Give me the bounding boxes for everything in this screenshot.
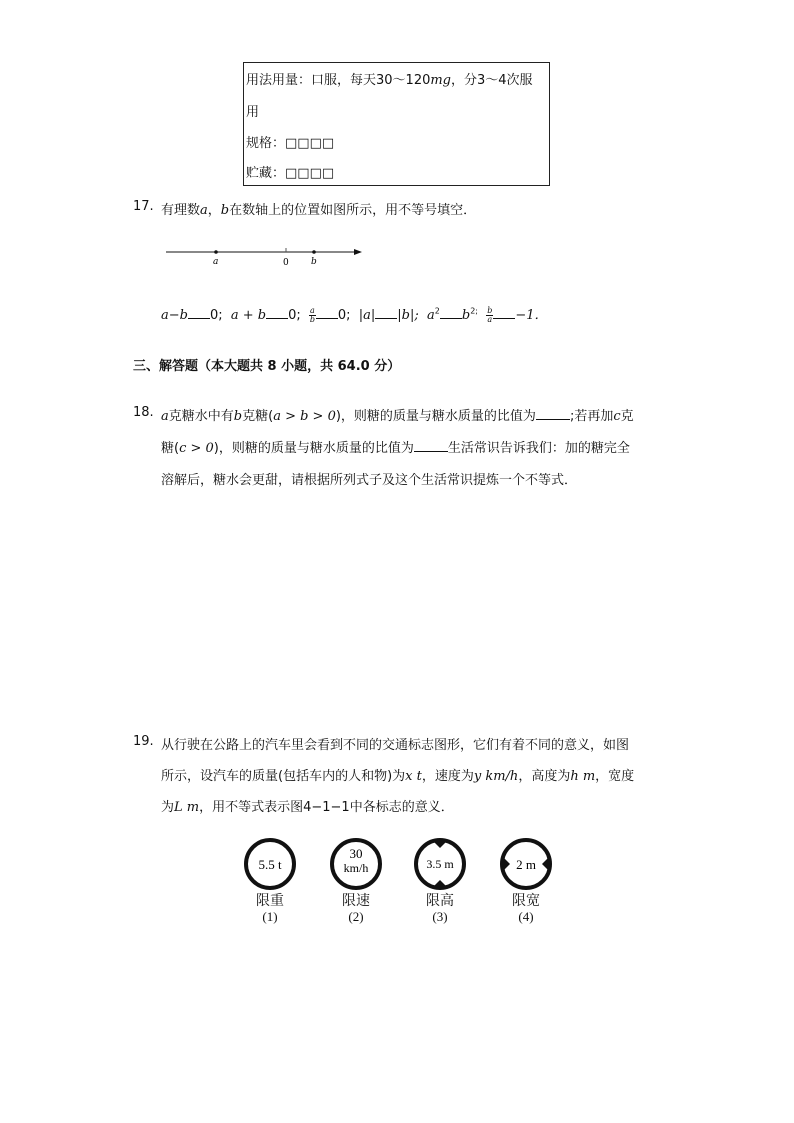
q18-cond-1: a > b > 0 xyxy=(273,409,336,424)
dosage-tail: ，分3～4次服 xyxy=(451,73,533,88)
q17-number: 17. xyxy=(133,199,154,214)
point-a xyxy=(214,250,218,254)
q18-text-2d: 生活常识告诉我们：加的糖完全 xyxy=(447,441,630,456)
expr-a-plus-b: a + b xyxy=(230,308,267,323)
sign-3-label: 限高 xyxy=(426,894,454,909)
sign-1-label: 限重 xyxy=(256,894,284,909)
frac-a-over-b xyxy=(309,307,316,324)
q19-var-l: L m xyxy=(174,800,200,815)
q18-text-2a: 糖( xyxy=(161,441,180,456)
box-line-dosage xyxy=(246,69,533,88)
expr-abs-b: |b|; xyxy=(397,308,419,323)
q19-line-2 xyxy=(161,765,634,784)
expr-b-sq-exp: 2; xyxy=(470,306,478,316)
q18-text-f: )，则糖的质量与糖水质量的比值为 xyxy=(335,409,536,424)
blank-1[interactable] xyxy=(188,306,210,319)
blank-4[interactable] xyxy=(375,306,397,319)
expr-1-end: 0; xyxy=(209,308,223,323)
sign-2-label: 限速 xyxy=(342,894,370,909)
label-a: a xyxy=(213,257,219,267)
q18-blank-2[interactable] xyxy=(414,439,448,452)
section-title: 三、解答题（本大题共 8 小题，共 64.0 分） xyxy=(133,359,401,374)
box-line-storage: 贮藏：□□□□ xyxy=(246,166,335,181)
label-zero: 0 xyxy=(283,258,289,268)
sign-speed-top: 30 xyxy=(349,846,363,861)
q18-line-2 xyxy=(161,437,630,456)
q18-text-2c: )，则糖的质量与糖水质量的比值为 xyxy=(213,441,414,456)
expr-a-sq: a xyxy=(427,308,435,323)
dosage-unit: mg xyxy=(430,73,452,88)
frac-a-den: a xyxy=(487,315,493,324)
q19-text-3c: ，用不等式表示图4−1−1中各标志的意义． xyxy=(199,800,454,815)
expr-2-end: 0; xyxy=(288,308,301,323)
q18-var-c: c xyxy=(613,409,621,424)
blank-6[interactable] xyxy=(493,306,515,319)
point-b xyxy=(312,250,316,254)
q18-text-i: 克 xyxy=(620,409,634,424)
dosage-text: 用法用量：口服，每天30～120 xyxy=(246,73,431,88)
q17-text-a: 有理数 xyxy=(161,203,201,218)
q19-text-2c: ，速度为 xyxy=(421,769,474,784)
q17-var-a: a xyxy=(200,203,208,218)
q18-text-d: 克糖( xyxy=(242,409,274,424)
expr-3-end: 0; xyxy=(337,308,351,323)
blank-5[interactable] xyxy=(440,306,462,319)
q18-var-a: a xyxy=(161,409,169,424)
frac-b-den: b xyxy=(309,315,315,324)
q19-text-2g: ，宽度 xyxy=(595,769,635,784)
q17-prompt xyxy=(161,199,476,218)
q17-var-b: b xyxy=(220,203,230,218)
frac-a-num: a xyxy=(310,306,315,315)
number-line-arrow xyxy=(354,249,362,255)
sign-width-text: 2 m xyxy=(516,857,536,872)
q18-var-b: b xyxy=(233,409,243,424)
q18-blank-1[interactable] xyxy=(536,407,570,420)
number-line xyxy=(160,242,370,272)
q17-text-b: 在数轴上的位置如图所示，用不等号填空． xyxy=(229,203,477,218)
sign-weight-text: 5.5 t xyxy=(258,857,282,872)
sign-speed-bottom: km/h xyxy=(343,861,369,875)
q19-line-3 xyxy=(161,796,454,815)
expr-abs-a: |a| xyxy=(358,308,376,323)
expr-b-sq: b xyxy=(461,308,471,323)
sign-2-num: (2) xyxy=(348,909,364,924)
q19-text-3a: 为 xyxy=(161,800,175,815)
q17-blanks xyxy=(161,304,548,324)
blank-2[interactable] xyxy=(266,306,288,319)
blank-3[interactable] xyxy=(316,306,338,319)
sign-1-num: (1) xyxy=(262,909,278,924)
q18-number: 18. xyxy=(133,405,154,420)
expr-a-sq-exp: 2 xyxy=(434,306,440,316)
q17-sep: ， xyxy=(207,203,221,218)
sign-height-text: 3.5 m xyxy=(426,857,454,871)
frac-b-num: b xyxy=(487,306,493,315)
q19-text-2e: ，高度为 xyxy=(518,769,571,784)
expr-6-end: −1． xyxy=(515,308,548,323)
q19-var-x: x t xyxy=(405,769,422,784)
q18-cond-2: c > 0 xyxy=(179,441,214,456)
traffic-signs xyxy=(236,836,556,896)
q18-line-3: 溶解后，糖水会更甜，请根据所列式子及这个生活常识提炼一个不等式． xyxy=(161,473,578,488)
expr-a-minus-b: a−b xyxy=(161,308,188,323)
q19-line-1: 从行驶在公路上的汽车里会看到不同的交通标志图形，它们有着不同的意义，如图 xyxy=(161,738,630,753)
q18-line-1 xyxy=(161,405,634,424)
box-line-dosage-cont: 用 xyxy=(246,105,260,120)
box-line-spec: 规格：□□□□ xyxy=(246,136,335,151)
label-b: b xyxy=(311,257,317,267)
sign-4-num: (4) xyxy=(518,909,534,924)
q19-var-y: y km/h xyxy=(473,769,519,784)
sign-3-num: (3) xyxy=(432,909,448,924)
q18-text-g: ;若再加 xyxy=(569,409,614,424)
sign-4-label: 限宽 xyxy=(512,894,540,909)
q19-number: 19. xyxy=(133,734,154,749)
q19-text-2a: 所示，设汽车的质量(包括车内的人和物)为 xyxy=(161,769,406,784)
q18-text-b: 克糖水中有 xyxy=(168,409,234,424)
frac-b-over-a xyxy=(486,307,493,324)
q19-var-h: h m xyxy=(570,769,596,784)
